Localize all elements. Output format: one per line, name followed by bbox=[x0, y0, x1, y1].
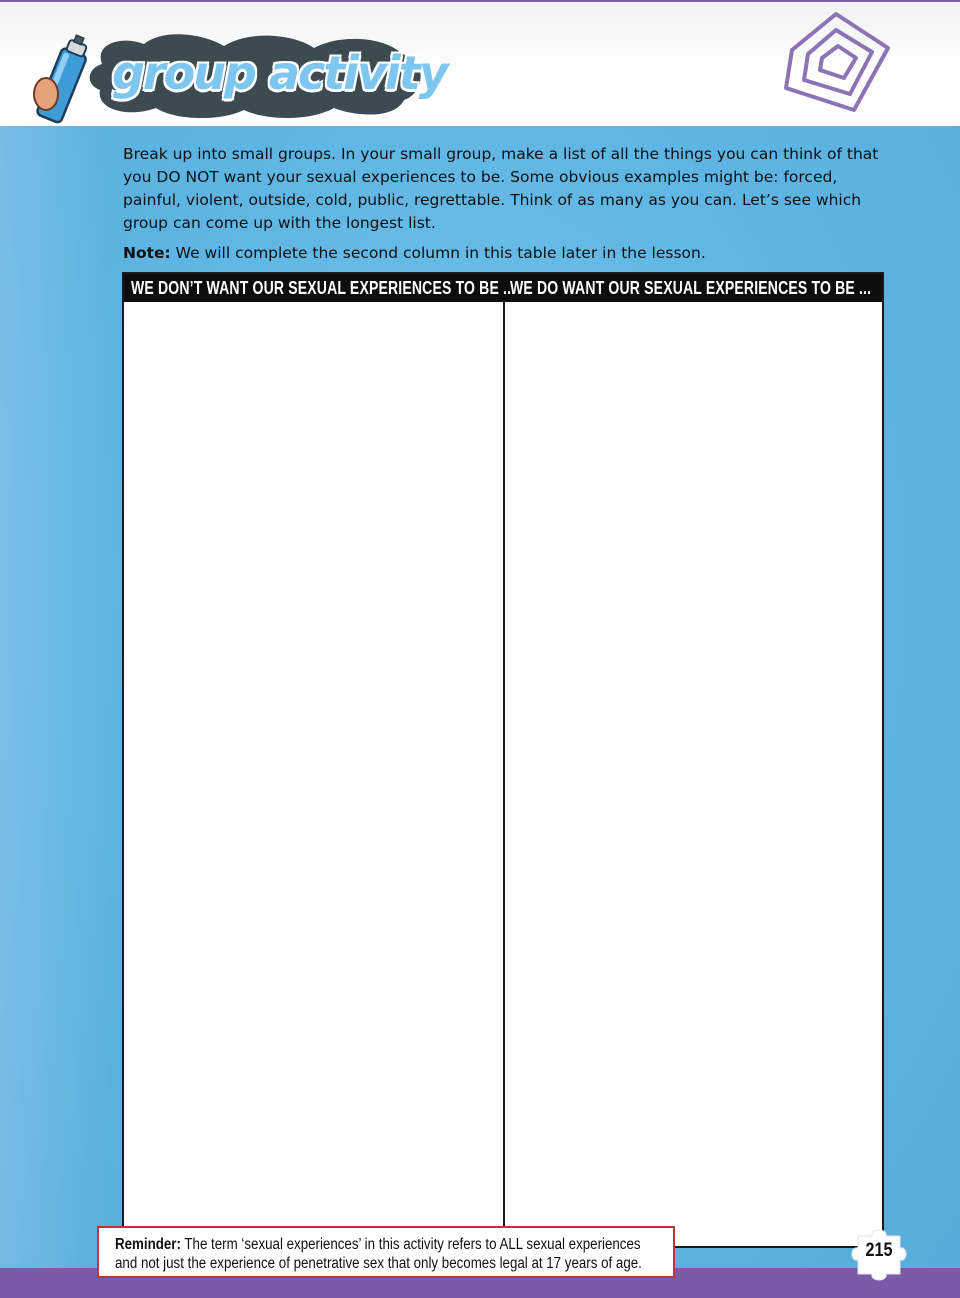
reminder-line-1: Reminder: The term ‘sexual experiences’ in this activity refers to ALL sexual experiences bbox=[115, 1236, 641, 1253]
column-header-do-want: WE DO WANT OUR SEXUAL EXPERIENCES TO BE ... bbox=[510, 278, 872, 298]
reminder-label: Reminder: bbox=[115, 1236, 181, 1253]
column-header-dont-want: WE DON’T WANT OUR SEXUAL EXPERIENCES TO BE ... bbox=[131, 278, 516, 298]
spiral-square-icon bbox=[778, 8, 898, 118]
reminder-line-2: and not just the experience of penetrative sex that only becomes legal at 17 years of age. bbox=[115, 1255, 642, 1272]
note-label: Note: bbox=[123, 244, 171, 262]
activity-title: group activity bbox=[112, 46, 447, 100]
note-paragraph bbox=[123, 242, 893, 264]
table-header-row bbox=[124, 274, 882, 302]
activity-table bbox=[122, 272, 884, 1248]
instructions-text: Break up into small groups. In your small group, make a list of all the things you can think of that you DO NOT want your sexual experiences to be. Some obvious examples might be: forced, painful, violent, outside, cold, public, regrettable. Think of as many as you can. Let’s see which group can come up with the longest list. bbox=[123, 145, 879, 232]
spray-can-icon bbox=[24, 32, 104, 132]
dont-want-list-cell[interactable] bbox=[124, 302, 503, 1248]
note-text: We will complete the second column in this table later in the lesson. bbox=[170, 244, 706, 262]
reminder-box bbox=[97, 1226, 675, 1278]
do-want-list-cell[interactable] bbox=[505, 302, 882, 1248]
page-number: 215 bbox=[865, 1240, 893, 1261]
